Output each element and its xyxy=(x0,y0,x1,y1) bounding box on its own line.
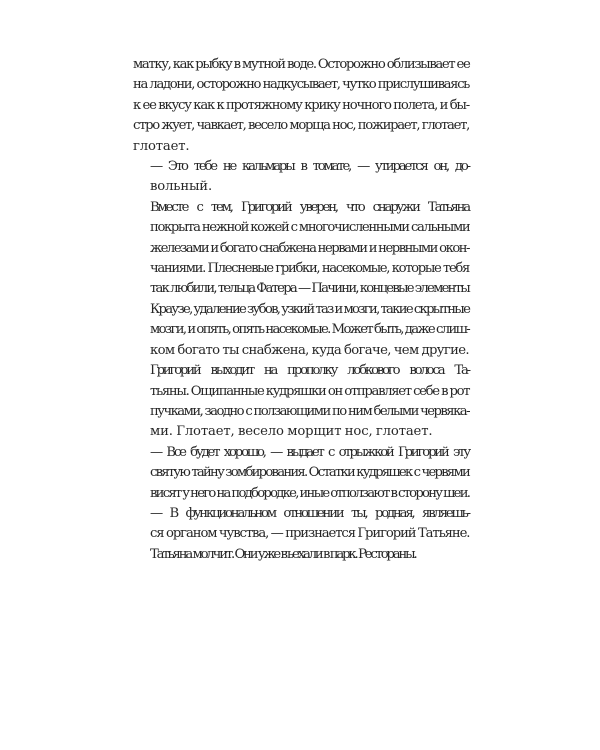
text-line: ся органом чувства, — признается Григорий Татьяне. xyxy=(150,526,470,542)
text-line: — Это тебе не кальмары в томате, — утирается он, до- xyxy=(150,159,469,175)
paragraph xyxy=(133,361,469,443)
paragraph xyxy=(133,443,469,504)
text-line: на ладони, осторожно надкусывает, чутко прислушиваясь xyxy=(133,77,469,93)
text-line: вольный. xyxy=(150,179,212,195)
text-line: ком богато ты снабжена, куда богаче, чем другие. xyxy=(150,342,469,358)
text-line: тьяны. Ощипанные кудряшки он отправляет себе в рот xyxy=(150,383,470,399)
paragraph xyxy=(133,157,469,198)
text-line: висят у него на подбородке, иные отползают в сторону шеи. xyxy=(150,485,470,501)
text-line: пучками, заодно с ползающими по ним белыми червяка- xyxy=(150,403,469,419)
paragraph xyxy=(133,504,469,545)
text-line: глотает. xyxy=(133,138,190,154)
text-line: святую тайну зомбирования. Остатки кудряшек с червями xyxy=(150,465,469,481)
text-line: к ее вкусу как к протяжному крику ночного полета, и бы- xyxy=(133,97,469,113)
text-line: железами и богато снабжена нервами и нервными окон- xyxy=(150,240,469,256)
text-line: Татьяна молчит. Они уже въехали в парк. Рестораны. xyxy=(150,546,416,562)
text-line: покрыта нежной кожей с многочисленными сальными xyxy=(150,220,470,236)
text-line: ми. Глотает, весело морщит нос, глотает. xyxy=(150,424,433,440)
text-line: стро жует, чавкает, весело морща нос, пожирает, глотает, xyxy=(133,118,469,134)
text-line: мозги, и опять, опять насекомые. Может быть, даже слиш- xyxy=(150,322,470,338)
text-line: — В функциональном отношении ты, родная, являешь- xyxy=(150,505,469,521)
text-line: — Все будет хорошо, — выдает с отрыжкой Григорий эту xyxy=(150,444,469,460)
text-line: Григорий выходит на прополку лобкового волоса Та- xyxy=(150,363,469,379)
text-line: Вместе с тем, Григорий уверен, что снаружи Татьяна xyxy=(150,199,469,215)
text-line: Краузе, удаление зубов, узкий таз и мозги, такие скрытные xyxy=(150,301,470,317)
paragraph xyxy=(133,55,469,157)
body-text xyxy=(133,55,469,565)
text-line: матку, как рыбку в мутной воде. Осторожно облизывает ее xyxy=(133,57,470,72)
text-line: чаниями. Плесневые грибки, насекомые, которые тебя xyxy=(150,261,469,277)
paragraph xyxy=(133,198,469,361)
paragraph xyxy=(133,545,469,565)
text-line: так любили, тельца Фатера — Пачини, концевые элементы xyxy=(150,281,469,297)
